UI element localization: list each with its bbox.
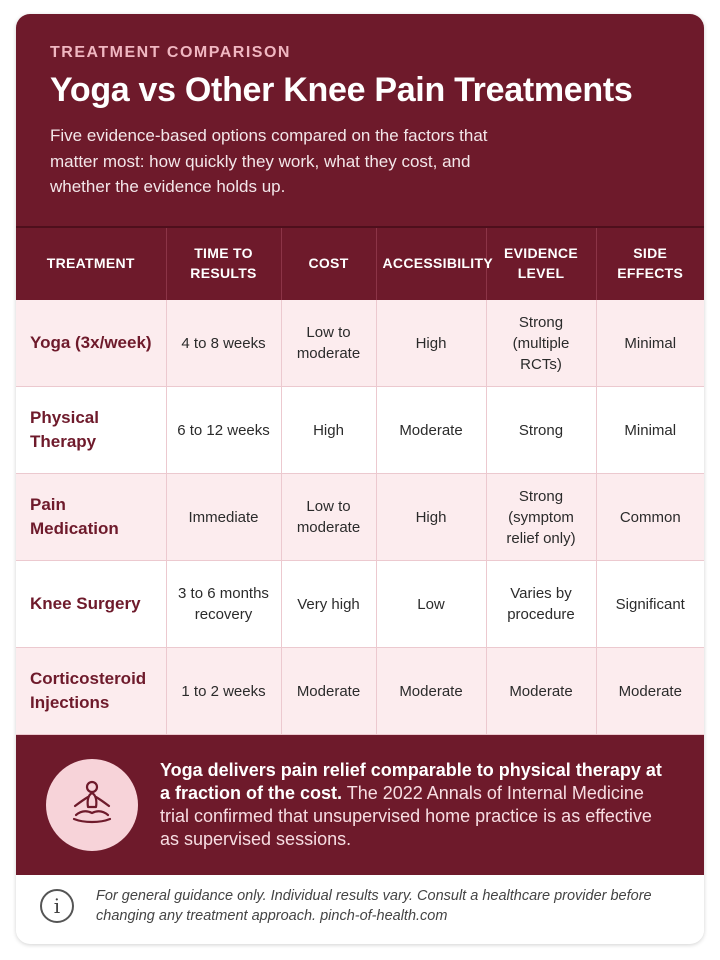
side-effects-cell: Moderate [596, 648, 704, 735]
cost-cell: High [281, 387, 376, 474]
column-header-cost: COST [281, 227, 376, 300]
table-row [16, 648, 704, 735]
eyebrow: TREATMENT COMPARISON [50, 44, 291, 61]
accessibility-cell: Moderate [376, 387, 486, 474]
info-icon: i [40, 889, 74, 923]
evidence-cell: Strong (multiple RCTs) [486, 300, 596, 387]
treatment-name: Physical Therapy [16, 387, 166, 474]
evidence-cell: Strong [486, 387, 596, 474]
treatment-name: Yoga (3x/week) [16, 300, 166, 387]
key-finding-banner [16, 735, 704, 875]
table-row [16, 561, 704, 648]
cost-cell: Low to moderate [281, 474, 376, 561]
comparison-card [16, 14, 704, 944]
evidence-cell: Strong (symptom relief only) [486, 474, 596, 561]
side-effects-cell: Minimal [596, 300, 704, 387]
evidence-cell: Varies by procedure [486, 561, 596, 648]
column-header-time: TIME TO RESULTS [166, 227, 281, 300]
header [16, 14, 704, 226]
time-cell: 3 to 6 months recovery [166, 561, 281, 648]
table-row [16, 300, 704, 387]
time-cell: 1 to 2 weeks [166, 648, 281, 735]
banner-text [160, 759, 674, 851]
comparison-table [16, 226, 704, 735]
accessibility-cell: High [376, 300, 486, 387]
banner-headline: Yoga delivers pain relief comparable to physical therapy at a fraction of the cost. [160, 759, 662, 803]
treatment-name: Pain Medication [16, 474, 166, 561]
time-cell: 4 to 8 weeks [166, 300, 281, 387]
accessibility-cell: Moderate [376, 648, 486, 735]
cost-cell: Very high [281, 561, 376, 648]
cost-cell: Low to moderate [281, 300, 376, 387]
side-effects-cell: Minimal [596, 387, 704, 474]
table-header-row [16, 227, 704, 300]
meditation-icon [46, 759, 138, 851]
accessibility-cell: High [376, 474, 486, 561]
side-effects-cell: Significant [596, 561, 704, 648]
disclaimer-text: For general guidance only. Individual results vary. Consult a healthcare provider before changing any treatment approach. pinch-of-health.com [96, 887, 652, 924]
page-title: Yoga vs Other Knee Pain Treatments [50, 71, 633, 109]
column-header-evidence: EVIDENCE LEVEL [486, 227, 596, 300]
column-header-treatment: TREATMENT [16, 227, 166, 300]
table-row [16, 474, 704, 561]
column-header-accessibility: ACCESSIBILITY [376, 227, 486, 300]
column-header-side-effects: SIDE EFFECTS [596, 227, 704, 300]
side-effects-cell: Common [596, 474, 704, 561]
disclaimer-footer [16, 875, 704, 937]
time-cell: 6 to 12 weeks [166, 387, 281, 474]
cost-cell: Moderate [281, 648, 376, 735]
evidence-cell: Moderate [486, 648, 596, 735]
table-row [16, 387, 704, 474]
time-cell: Immediate [166, 474, 281, 561]
accessibility-cell: Low [376, 561, 486, 648]
page-subtitle: Five evidence-based options compared on the factors that matter most: how quickly they work, what they cost, and whether the evidence holds up. [50, 126, 488, 197]
banner-body: The 2022 Annals of Internal Medicine trial confirmed that unsupervised home practice is as effective as supervised sessions. [160, 782, 652, 850]
treatment-name: Corticosteroid Injections [16, 648, 166, 735]
treatment-name: Knee Surgery [16, 561, 166, 648]
